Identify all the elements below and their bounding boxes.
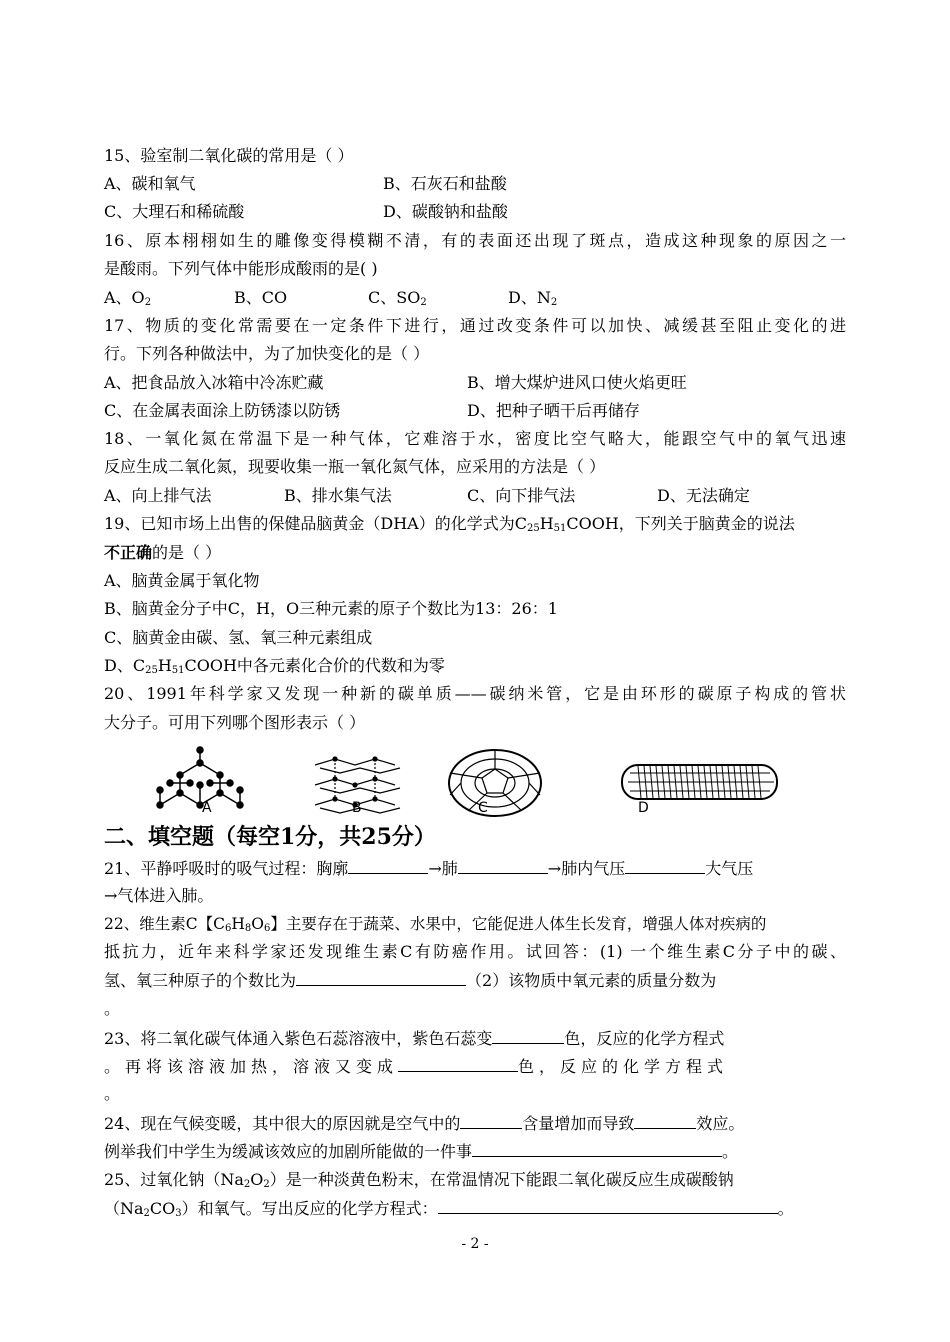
- figure-label-a: A: [202, 800, 212, 816]
- q18-option-c: C、向下排气法: [467, 486, 576, 505]
- q25-line-1: 25、过氧化钠$(Na_2O_2)$是一种淡黄色粉末，在常温情况下能跟二氧化碳反应生成碳酸钠: [104, 1170, 734, 1190]
- q17-option-d: D、把种子晒干后再储存: [467, 401, 640, 420]
- q18-option-a: A、向上排气法: [104, 486, 212, 505]
- q21-line-2: →气体进入肺。: [104, 886, 214, 905]
- q24-line-1: 24、现在气候变暖，其中很大的原因就是空气中的 含量增加而导致 效应。: [104, 1114, 745, 1133]
- q23-blank-2[interactable]: [398, 1056, 518, 1072]
- q15-option-d: D、碳酸钠和盐酸: [383, 202, 508, 221]
- q23-line-3: 。: [104, 1084, 121, 1103]
- carbon-structures-figure: [150, 745, 790, 820]
- q19-option-c: C、脑黄金由碳、氢、氧三种元素组成: [104, 628, 373, 647]
- section-title: 二、填空题（每空1分，共25分）: [104, 824, 436, 850]
- q17-option-b: B、增大煤炉进风口使火焰更旺: [467, 373, 687, 392]
- q16-option-d: D、$N_2$: [508, 288, 558, 308]
- q15-option-b: B、石灰石和盐酸: [383, 174, 507, 193]
- q22-line-4: 。: [104, 999, 121, 1018]
- q17-option-c: C、在金属表面涂上防锈漆以防锈: [104, 401, 341, 420]
- q16-line-1: 16、原本栩栩如生的雕像变得模糊不清，有的表面还出现了斑点，造成这种现象的原因之一: [104, 231, 846, 250]
- q17-line-2: 行。下列各种做法中，为了加快变化的是（ ）: [104, 344, 430, 363]
- q21-line-1: 21、平静呼吸时的吸气过程：胸廓 →肺 →肺内气压 大气压: [104, 859, 754, 878]
- figure-label-b: B: [352, 800, 362, 816]
- q24-line-2: 例举我们中学生为缓减该效应的加剧所能做的一件事 。: [104, 1142, 739, 1161]
- q18-line-2: 反应生成二氧化氮，现要收集一瓶一氧化氮气体，应采用的方法是（ ）: [104, 457, 606, 476]
- figure-label-d: D: [638, 800, 649, 816]
- q19-line-2: 不正确的是（ ）: [104, 543, 222, 562]
- figure-label-c: C: [478, 800, 488, 816]
- q16-option-a: A、$O_2$: [104, 288, 152, 308]
- q19-option-a: A、脑黄金属于氧化物: [104, 571, 260, 590]
- q25-blank-1[interactable]: [438, 1198, 778, 1214]
- q15-stem: 15、验室制二氧化碳的常用是（ ）: [104, 146, 354, 165]
- q19-option-d: D、$C_{25}H_{51}COOH$中各元素化合价的代数和为零: [104, 656, 445, 676]
- q16-line-2: 是酸雨。下列气体中能形成酸雨的是( ): [104, 259, 378, 278]
- q20-line-2: 大分子。可用下列哪个图形表示（ ）: [104, 713, 366, 732]
- q22-line-3: 氢、氧三种原子的个数比为 （2）该物质中氧元素的质量分数为: [104, 971, 717, 990]
- q17-line-1: 17、物质的变化常需要在一定条件下进行，通过改变条件可以加快、减缓甚至阻止变化的进: [104, 316, 846, 335]
- q17-option-a: A、把食品放入冰箱中冷冻贮藏: [104, 373, 324, 392]
- q15-option-a: A、碳和氧气: [104, 174, 196, 193]
- q25-line-2: $(Na_2CO_3)$和氧气。写出反应的化学方程式： 。: [104, 1199, 794, 1219]
- q21-blank-1[interactable]: [348, 858, 428, 874]
- q19-line-1: 19、已知市场上出售的保健品脑黄金（DHA）的化学式为$C_{25}H_{51}COOH$，下列关于脑黄金的说法: [104, 514, 795, 534]
- q15-option-c: C、大理石和稀硫酸: [104, 202, 245, 221]
- page-number: - 2 -: [461, 1236, 489, 1252]
- figure-d-nanotube-structure: [622, 765, 777, 799]
- q21-blank-2[interactable]: [458, 858, 548, 874]
- q24-blank-3[interactable]: [472, 1141, 722, 1157]
- q21-blank-3[interactable]: [625, 858, 705, 874]
- q19-option-b: B、脑黄金分子中C，H，O三种元素的原子个数比为13：26：1: [104, 599, 558, 618]
- figure-c-fullerene-structure: [449, 750, 541, 816]
- q23-line-1: 23、将二氧化碳气体通入紫色石蕊溶液中，紫色石蕊变 色，反应的化学方程式: [104, 1029, 725, 1048]
- q18-option-d: D、无法确定: [657, 486, 750, 505]
- q24-blank-1[interactable]: [460, 1113, 522, 1129]
- q22-line-1: 22、维生素C【$C_6H_8O_6$】主要存在于蔬菜、水果中，它能促进人体生长发育，增强人体对疾病的: [104, 915, 767, 934]
- q22-line-2: 抵抗力，近年来科学家还发现维生素C有防癌作用。试回答：(1) 一个维生素C分子中的碳、: [104, 942, 846, 961]
- q22-blank-1[interactable]: [296, 970, 466, 986]
- q16-option-b: B、CO: [234, 288, 288, 307]
- q18-option-b: B、排水集气法: [284, 486, 392, 505]
- q20-line-1: 20、1991年科学家又发现一种新的碳单质——碳纳米管，它是由环形的碳原子构成的管状: [104, 684, 846, 703]
- q18-line-1: 18、一氧化氮在常温下是一种气体，它难溶于水，密度比空气略大，能跟空气中的氧气迅速: [104, 429, 846, 448]
- q23-blank-1[interactable]: [492, 1028, 564, 1044]
- figure-a-diamond-structure: [157, 747, 243, 808]
- q16-option-c: C、$SO_2$: [368, 288, 427, 308]
- q23-line-2: 。再将该溶液加热，溶液又变成 色，反应的化学方程式: [104, 1057, 729, 1076]
- q24-blank-2[interactable]: [634, 1113, 696, 1129]
